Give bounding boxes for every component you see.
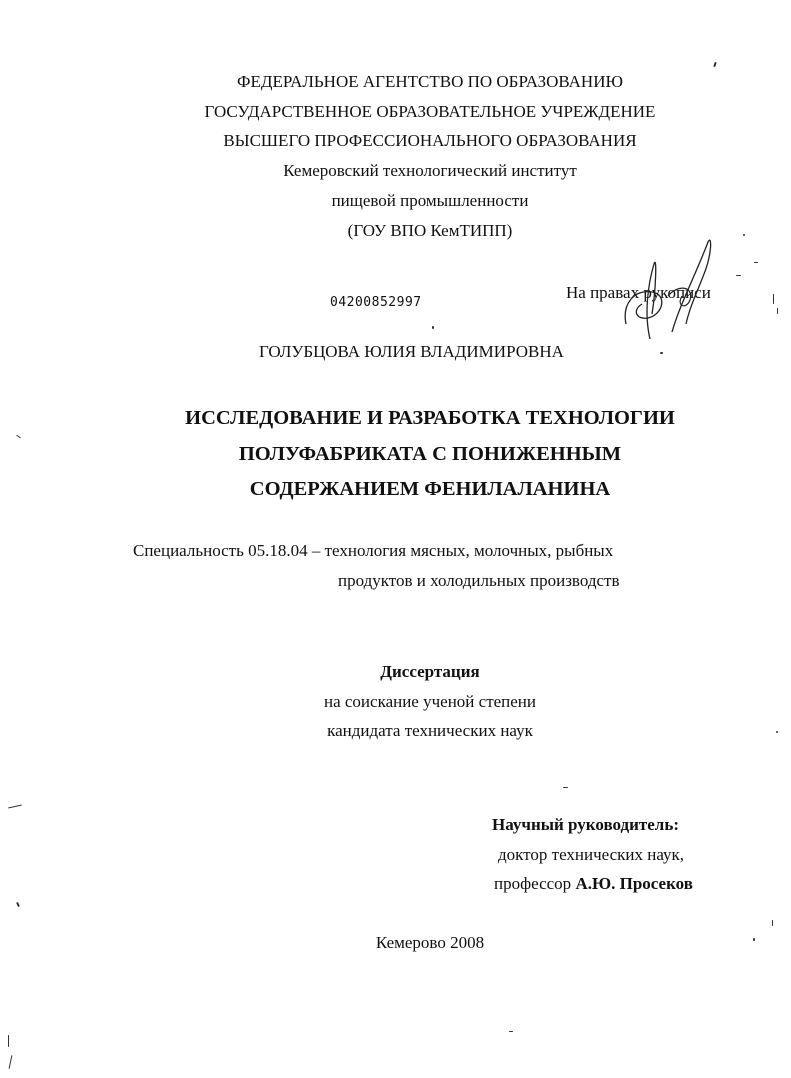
scan-speck: [753, 938, 755, 941]
thesis-title-line2: ПОЛУФАБРИКАТА С ПОНИЖЕННЫМ: [238, 443, 622, 465]
degree-line2: кандидата технических наук: [327, 721, 533, 740]
scan-speck: [776, 731, 778, 733]
catalog-number-stamp: 04200852997: [330, 295, 422, 310]
scan-speck: [8, 1035, 9, 1047]
scan-speck: [773, 294, 774, 304]
institute-abbreviation: (ГОУ ВПО КемТИПП): [347, 221, 513, 240]
scan-speck: [713, 62, 717, 67]
supervisor-name-line: [494, 874, 693, 894]
manuscript-rights-note: На правах рукописи: [566, 283, 711, 302]
scan-speck: [16, 435, 21, 439]
scan-speck: [777, 308, 778, 314]
document-type-label: Диссертация: [380, 662, 480, 681]
scan-speck: [660, 352, 663, 354]
author-name: ГОЛУБЦОВА ЮЛИЯ ВЛАДИМИРОВНА: [259, 342, 564, 361]
scan-speck: [9, 1055, 13, 1069]
scan-speck: [8, 805, 22, 809]
thesis-title-line3: СОДЕРЖАНИЕМ ФЕНИЛАЛАНИНА: [249, 478, 611, 500]
city-and-year: Кемерово 2008: [375, 933, 485, 952]
scan-speck: [736, 275, 741, 276]
scan-speck: [432, 326, 434, 329]
scan-speck: [563, 787, 568, 788]
education-level: ВЫСШЕГО ПРОФЕССИОНАЛЬНОГО ОБРАЗОВАНИЯ: [223, 131, 637, 150]
institute-name-line2: пищевой промышленности: [331, 191, 529, 210]
scan-speck: [754, 262, 758, 263]
scan-speck: [16, 902, 20, 907]
institution-type: ГОСУДАРСТВЕННОЕ ОБРАЗОВАТЕЛЬНОЕ УЧРЕЖДЕНИЕ: [204, 102, 656, 121]
scan-speck: [743, 234, 745, 236]
supervisor-label: Научный руководитель:: [492, 815, 679, 834]
specialty-line2: продуктов и холодильных производств: [338, 571, 620, 590]
thesis-title-line1: ИССЛЕДОВАНИЕ И РАЗРАБОТКА ТЕХНОЛОГИИ: [185, 407, 675, 429]
institute-name-line1: Кемеровский технологический институт: [283, 161, 577, 180]
supervisor-title: профессор: [494, 874, 572, 893]
author-signature-icon: [612, 234, 722, 344]
scan-speck: [509, 1031, 513, 1032]
scan-speck: [772, 920, 773, 926]
supervisor-degree: доктор технических наук,: [498, 845, 685, 864]
specialty-line1: Специальность 05.18.04 – технология мясных, молочных, рыбных: [133, 541, 614, 560]
degree-line1: на соискание ученой степени: [323, 692, 537, 711]
agency-name: ФЕДЕРАЛЬНОЕ АГЕНТСТВО ПО ОБРАЗОВАНИЮ: [237, 72, 623, 91]
supervisor-name: А.Ю. Просеков: [575, 874, 693, 893]
